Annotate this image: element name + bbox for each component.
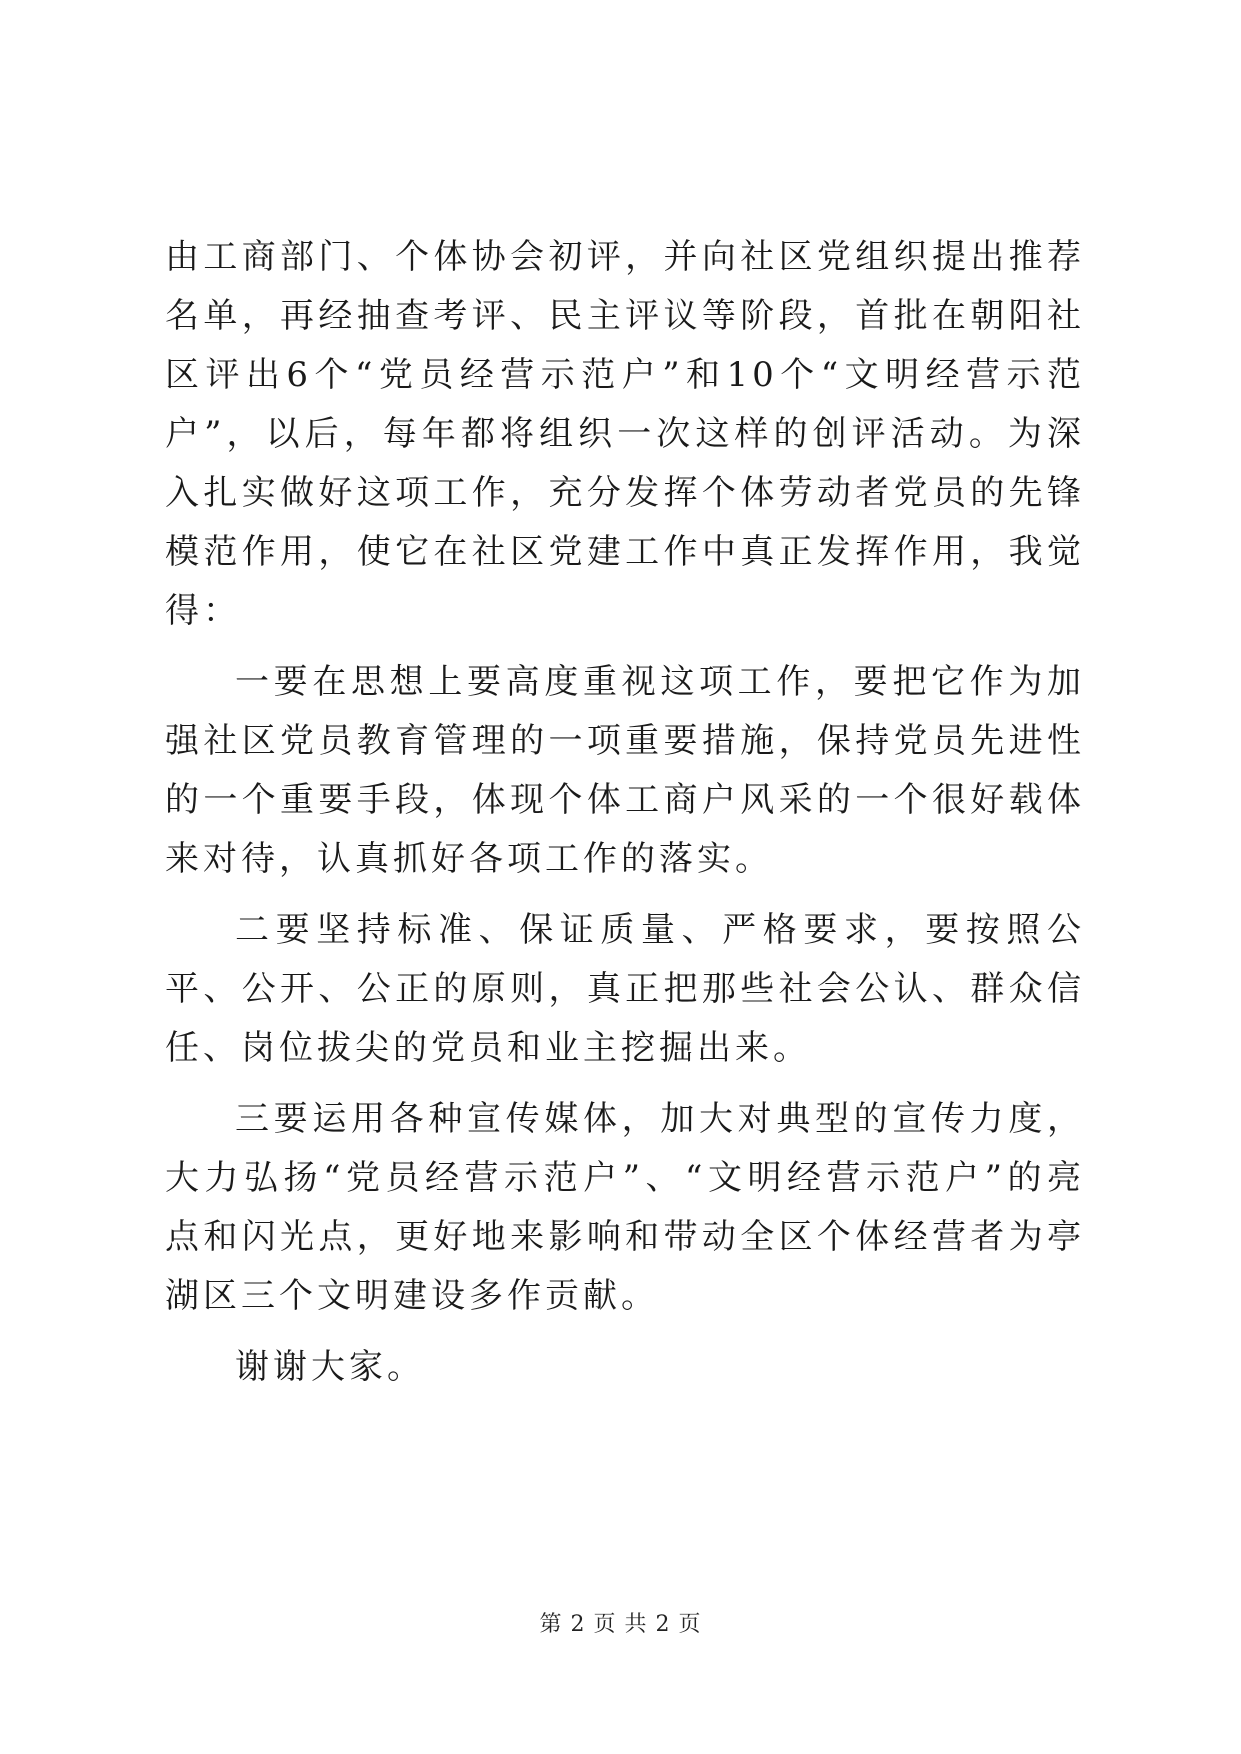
paragraph-point-three: 三要运用各种宣传媒体，加大对典型的宣传力度，大力弘扬“党员经营示范户”、“文明经营示范户”的亮点和闪光点，更好地来影响和带动全区个体经营者为亭湖区三个文明建设多作贡献。 (165, 1099, 1085, 1316)
paragraph-continuation: 由工商部门、个体协会初评，并向社区党组织提出推荐名单，再经抽查考评、民主评议等阶段，首批在朝阳社区评出6个“党员经营示范户”和10个“文明经营示范户”，以后，每年都将组织一次这样的创评活动。为深入扎实做好这项工作，充分发挥个体劳动者党员的先锋模范作用，使它在社区党建工作中真正发挥作用，我觉得： (165, 237, 1085, 631)
paragraph-point-one: 一要在思想上要高度重视这项工作，要把它作为加强社区党员教育管理的一项重要措施，保持党员先进性的一个重要手段，体现个体工商户风采的一个很好载体来对待，认真抓好各项工作的落实。 (165, 662, 1085, 879)
paragraph-closing: 谢谢大家。 (235, 1347, 425, 1387)
paragraph-point-two: 二要坚持标准、保证质量、严格要求，要按照公平、公开、公正的原则，真正把那些社会公认、群众信任、岗位拔尖的党员和业主挖掘出来。 (165, 910, 1085, 1068)
document-body (165, 228, 1085, 1409)
page-number-footer: 第 2 页 共 2 页 (539, 1612, 702, 1637)
